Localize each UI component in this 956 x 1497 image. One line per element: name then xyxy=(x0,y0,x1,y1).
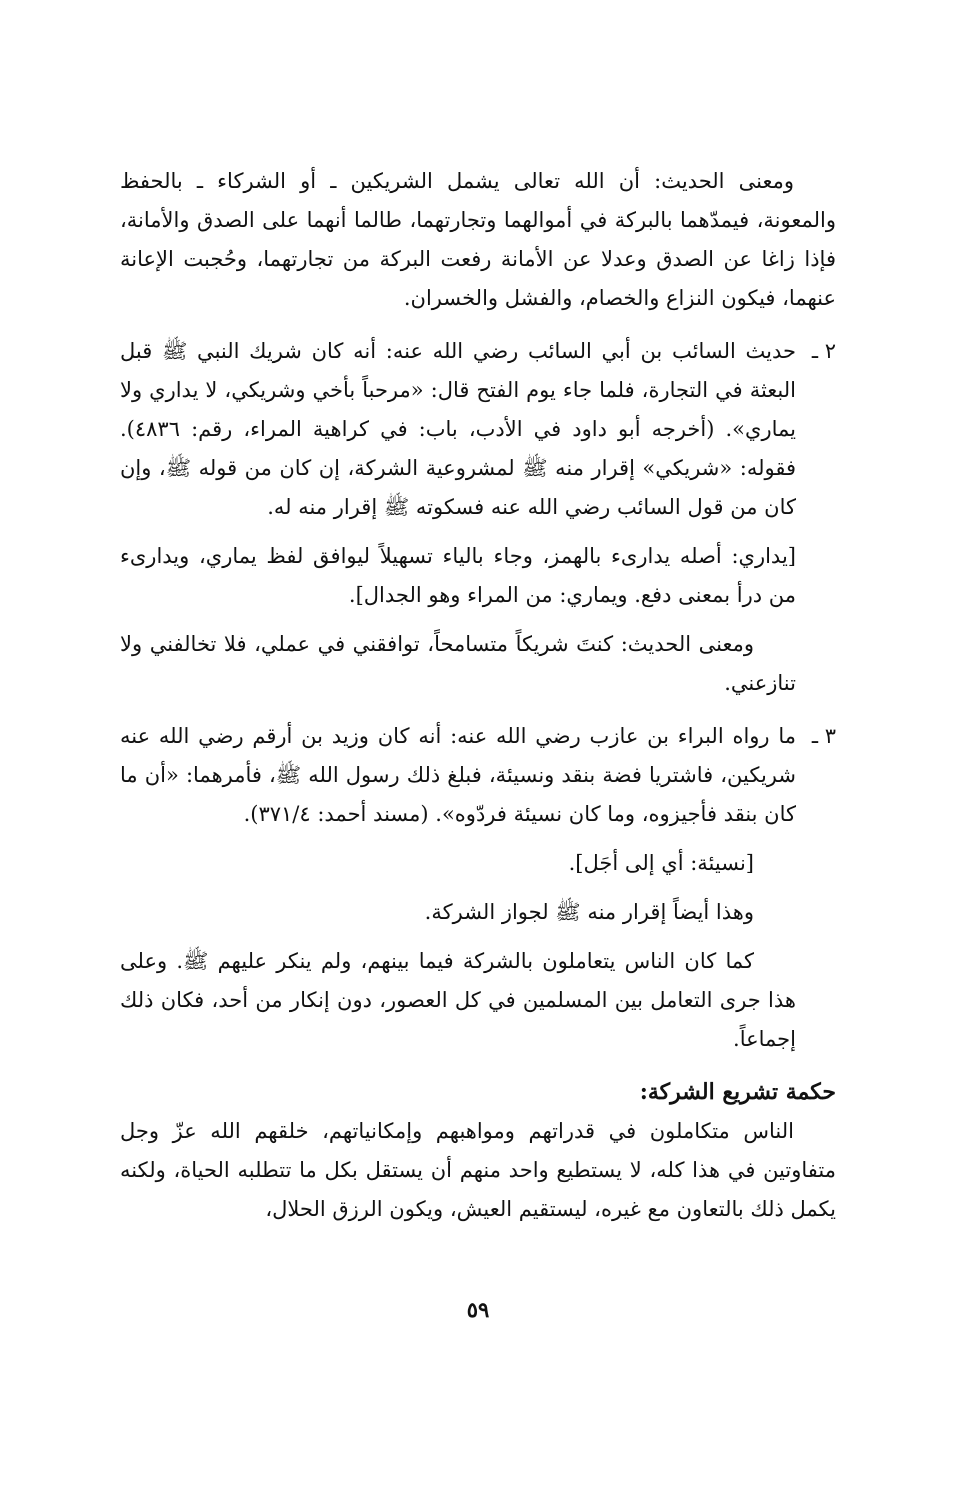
page-number: ٥٩ xyxy=(466,1297,490,1322)
item-2-note: [يداري: أصله يدارىء بالهمز، وجاء بالياء تسهيلاً ليوافق لفظ يماري، ويدارىء من درأ بمعنى دفع. ويماري: من المراء وهو الجدال]. xyxy=(120,544,796,607)
paragraph-hadith-meaning-1: ومعنى الحديث: أن الله تعالى يشمل الشريكين ـ أو الشركاء ـ بالحفظ والمعونة، فيمدّهما بالبركة في أموالهما وتجارتهما، طالما أنهما على الصدق والأمانة، فإذا زاغا عن الصدق وعدلا عن الأمانة رفعت البركة من تجارتهما، وحُجبت الإعانة عنهما، فيكون النزاع والخصام، والفشل والخسران. xyxy=(120,169,836,310)
paragraph-wisdom: الناس متكاملون في قدراتهم ومواهبهم وإمكانياتهم، خلقهم الله عزّ وجل متفاوتين في هذا كله، لا يستطيع واحد منهم أن يستقل بكل ما تتطلبه الحياة، ولكنه يكمل ذلك بالتعاون مع غيره، ليستقيم العيش، ويكون الرزق الحلال، xyxy=(120,1119,836,1221)
paragraph-consensus: كما كان الناس يتعاملون بالشركة فيما بينهم، ولم ينكر عليهم ﷺ. وعلى هذا جرى التعامل بين المسلمين في كل العصور، دون إنكار من أحد، فكان ذلك إجماعاً. xyxy=(120,949,796,1051)
item-3-conclusion: وهذا أيضاً إقرار منه ﷺ لجواز الشركة. xyxy=(424,900,754,924)
item-3-note: [نسيئة: أي إلى أجَل]. xyxy=(568,851,754,875)
item-3-text: ما رواه البراء بن عازب رضي الله عنه: أنه كان وزيد بن أرقم رضي الله عنه شريكين، فاشتريا فضة بنقد ونسيئة، فبلغ ذلك رسول الله ﷺ، فأمرهما: «أن ما كان بنقد فأجيزوه، وما كان نسيئة فردّوه». (مسند أحمد: ٣٧١/٤). xyxy=(120,724,796,826)
item-number-2: ٢ ـ xyxy=(811,339,836,363)
list-item-2 xyxy=(120,332,836,527)
item-2-text: حديث السائب بن أبي السائب رضي الله عنه: أنه كان شريك النبي ﷺ قبل البعثة في التجارة، فلما جاء يوم الفتح قال: «مرحباً بأخي وشريكي، لا يداري ولا يماري». (أخرجه أبو داود في الأدب، باب: في كراهية المراء، رقم: ٤٨٣٦). فقوله: «شريكي» إقرار منه ﷺ لمشروعية الشركة، إن كان من قوله ﷺ، وإن كان من قول السائب رضي الله عنه فسكوته ﷺ إقرار منه له. xyxy=(120,339,796,519)
list-item-3 xyxy=(120,717,836,834)
item-2-meaning: ومعنى الحديث: كنتَ شريكاً متسامحاً، توافقني في عملي، فلا تخالفني ولا تنازعني. xyxy=(120,632,796,695)
text-column xyxy=(120,162,836,1229)
item-number-3: ٣ ـ xyxy=(811,724,836,748)
section-heading: حكمة تشريع الشركة: xyxy=(639,1079,836,1105)
